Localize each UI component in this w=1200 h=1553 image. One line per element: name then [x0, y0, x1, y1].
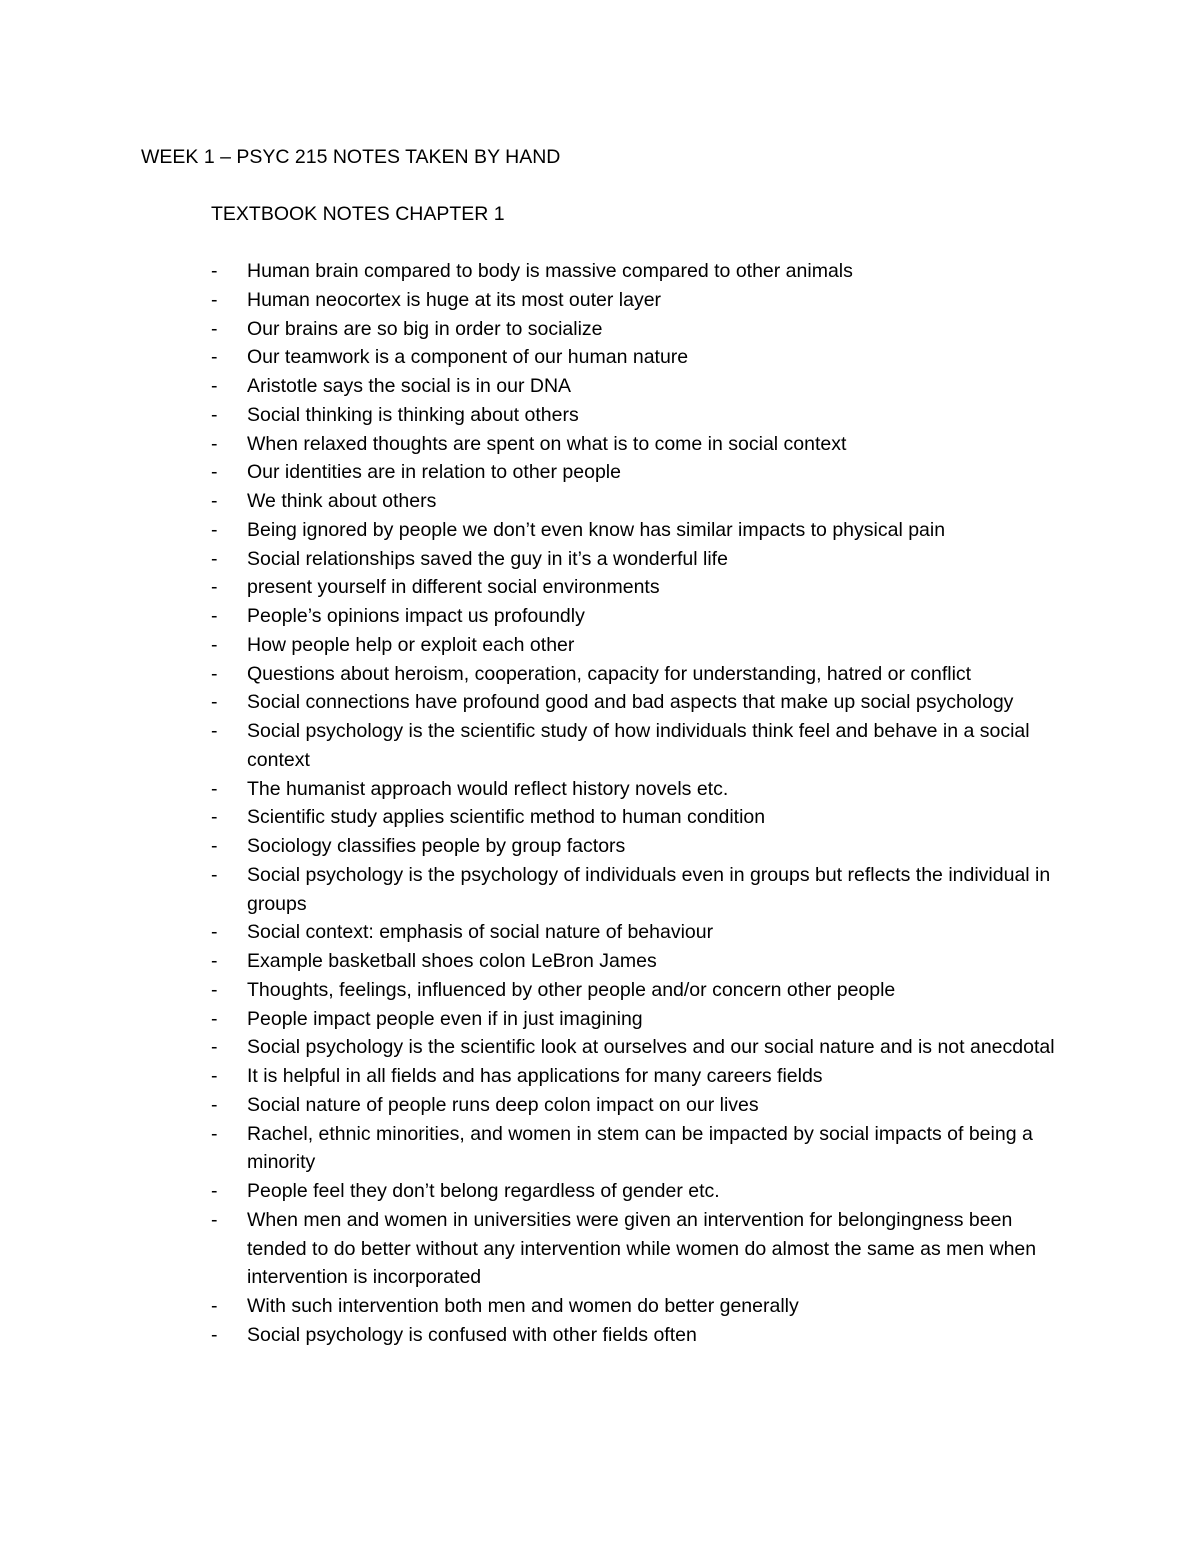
bullet-dash: -: [211, 921, 218, 944]
bullet-dash: -: [211, 1065, 218, 1087]
note-item: [211, 602, 1071, 631]
note-text: The humanist approach would reflect history novels etc.: [247, 777, 729, 800]
note-item: [211, 717, 1071, 775]
bullet-dash: -: [211, 806, 218, 829]
note-item: [211, 775, 1071, 804]
note-item: [211, 1292, 1071, 1321]
note-item: [211, 257, 1071, 286]
note-text: Aristotle says the social is in our DNA: [247, 375, 572, 397]
bullet-dash: -: [211, 1323, 218, 1346]
note-text: With such intervention both men and women do better generally: [247, 1295, 799, 1317]
bullet-dash: -: [211, 490, 218, 512]
bullet-dash: -: [211, 288, 218, 311]
note-item: [211, 516, 1071, 545]
note-text: It is helpful in all fields and has applications for many careers fields: [247, 1065, 823, 1087]
note-item: [211, 1091, 1071, 1120]
bullet-dash: -: [211, 461, 218, 484]
note-item: [211, 976, 1071, 1005]
note-item: [211, 832, 1071, 861]
note-text: Rachel, ethnic minorities, and women in stem can be impacted by social impacts of being a minority: [247, 1122, 1033, 1174]
bullet-dash: -: [211, 1208, 218, 1231]
note-item: [211, 688, 1071, 717]
note-item: [211, 918, 1071, 947]
notes-list: [211, 257, 1071, 1350]
note-text: Example basketball shoes colon LeBron James: [247, 950, 657, 972]
note-item: [211, 631, 1071, 660]
bullet-dash: -: [211, 432, 218, 455]
bullet-dash: -: [211, 260, 218, 282]
bullet-dash: -: [211, 317, 218, 340]
bullet-dash: -: [211, 691, 218, 714]
bullet-dash: -: [211, 1007, 218, 1030]
bullet-dash: -: [211, 1295, 218, 1317]
note-item: [211, 401, 1071, 430]
note-item: [211, 545, 1071, 574]
note-item: [211, 343, 1071, 372]
note-item: [211, 861, 1071, 919]
note-text: Social nature of people runs deep colon impact on our lives: [247, 1093, 759, 1116]
note-text: Thoughts, feelings, influenced by other people and/or concern other people: [247, 978, 896, 1001]
bullet-dash: -: [211, 605, 218, 627]
bullet-dash: -: [211, 978, 218, 1001]
note-text: Human neocortex is huge at its most outer layer: [247, 288, 662, 311]
note-item: [211, 1062, 1071, 1091]
note-text: People feel they don’t belong regardless of gender etc.: [247, 1180, 720, 1202]
bullet-dash: -: [211, 346, 218, 369]
bullet-dash: -: [211, 720, 218, 742]
bullet-dash: -: [211, 576, 218, 599]
bullet-dash: -: [211, 863, 218, 886]
bullet-dash: -: [211, 375, 218, 397]
note-text: Our teamwork is a component of our human nature: [247, 346, 689, 369]
note-item: [211, 803, 1071, 832]
note-text: Questions about heroism, cooperation, capacity for understanding, hatred or conflict: [247, 662, 972, 685]
note-text: Sociology classifies people by group factors: [247, 835, 626, 857]
note-item: [211, 660, 1071, 689]
note-item: [211, 315, 1071, 344]
note-text: Social psychology is the scientific look at ourselves and our social nature and is not anecdotal: [247, 1036, 1055, 1059]
note-text: Social psychology is confused with other fields often: [247, 1323, 697, 1346]
note-item: [211, 1321, 1071, 1350]
note-text: Being ignored by people we don’t even know has similar impacts to physical pain: [247, 518, 946, 541]
note-text: When men and women in universities were given an intervention for belongingness been tended to do better without any intervention while women do almost the same as men when intervention is incorporated: [247, 1208, 1037, 1289]
bullet-dash: -: [211, 1093, 218, 1116]
note-text: Social relationships saved the guy in it’s a wonderful life: [247, 547, 728, 570]
note-text: People impact people even if in just imagining: [247, 1007, 643, 1030]
note-item: [211, 947, 1071, 976]
note-item: [211, 1033, 1071, 1062]
note-text: When relaxed thoughts are spent on what is to come in social context: [247, 432, 847, 455]
note-text: Social thinking is thinking about others: [247, 403, 579, 426]
bullet-dash: -: [211, 1036, 218, 1059]
note-item: [211, 286, 1071, 315]
note-text: Social context: emphasis of social nature of behaviour: [247, 921, 714, 944]
bullet-dash: -: [211, 950, 218, 972]
note-item: [211, 1206, 1071, 1292]
document-title: WEEK 1 – PSYC 215 NOTES TAKEN BY HAND: [141, 146, 561, 168]
bullet-dash: -: [211, 835, 218, 857]
note-item: [211, 430, 1071, 459]
bullet-dash: -: [211, 777, 218, 800]
note-item: [211, 1120, 1071, 1178]
note-text: Scientific study applies scientific method to human condition: [247, 806, 766, 829]
note-text: Social psychology is the scientific study of how individuals think feel and behave in a social context: [247, 720, 1030, 771]
note-text: Human brain compared to body is massive compared to other animals: [247, 260, 853, 282]
note-text: Our brains are so big in order to socialize: [247, 317, 603, 340]
note-item: [211, 487, 1071, 516]
bullet-dash: -: [211, 633, 218, 656]
note-text: We think about others: [247, 490, 437, 512]
note-text: People’s opinions impact us profoundly: [247, 605, 585, 627]
bullet-dash: -: [211, 547, 218, 570]
note-item: [211, 1005, 1071, 1034]
bullet-dash: -: [211, 662, 218, 685]
note-text: Social connections have profound good and bad aspects that make up social psychology: [247, 691, 1014, 714]
bullet-dash: -: [211, 1180, 218, 1202]
note-text: present yourself in different social environments: [247, 576, 660, 599]
note-text: Social psychology is the psychology of individuals even in groups but reflects the individual in groups: [247, 863, 1051, 915]
note-text: How people help or exploit each other: [247, 633, 575, 656]
note-text: Our identities are in relation to other people: [247, 461, 621, 484]
section-heading: TEXTBOOK NOTES CHAPTER 1: [211, 203, 505, 225]
bullet-dash: -: [211, 403, 218, 426]
note-item: [211, 458, 1071, 487]
bullet-dash: -: [211, 1122, 218, 1145]
note-item: [211, 372, 1071, 401]
note-item: [211, 573, 1071, 602]
note-item: [211, 1177, 1071, 1206]
bullet-dash: -: [211, 518, 218, 541]
